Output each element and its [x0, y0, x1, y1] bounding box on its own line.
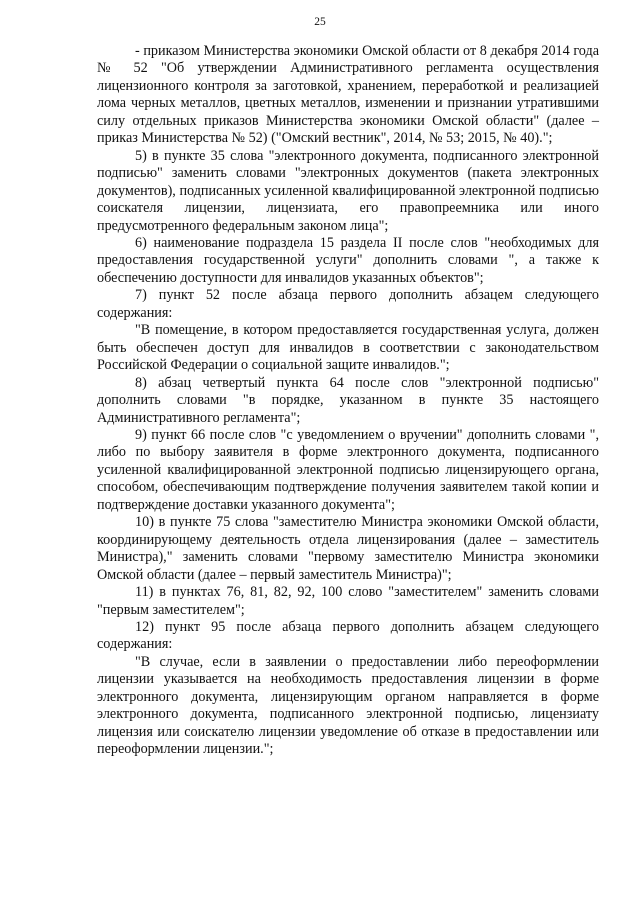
document-body [97, 43, 599, 759]
page-number: 25 [314, 16, 326, 28]
paragraph-item-5: 5) в пункте 35 слова "электронного документа, подписанного электронной подписью" заменить словами "электронных документов (пакета электронных документов), подписанных усиленной квалифицированной электронной подписью соискателя лицензии, лицензиата, его правопреемника или иного предусмотренного федеральным законом лица"; [97, 147, 599, 234]
paragraph-item-11: 11) в пунктах 76, 81, 82, 92, 100 слово "заместителем" заменить словами "первым заместителем"; [97, 584, 599, 618]
paragraph-item-7-quote: "В помещение, в котором предоставляется государственная услуга, должен быть обеспечен доступ для инвалидов в соответствии с законодательством Российской Федерации о социальной защите инвалидов."; [97, 322, 599, 374]
paragraph-item-12: 12) пункт 95 после абзаца первого дополнить абзацем следующего содержания: [97, 618, 599, 653]
paragraph-order-52: - приказом Министерства экономики Омской области от 8 декабря 2014 года № 52 "Об утверждении Административного регламента осуществления лицензионного контроля за заготовкой, хранением, переработкой и реализацией лома черных металлов, цветных металлов, изменении и признании утратившими силу отдельных приказов Министерства экономики Омской области" (далее – приказ Министерства № 52) ("Омский вестник", 2014, № 53; 2015, № 40)."; [97, 43, 599, 147]
paragraph-item-8: 8) абзац четвертый пункта 64 после слов "электронной подписью" дополнить словами "в порядке, указанном в пункте 35 настоящего Административного регламента"; [97, 374, 599, 426]
paragraph-item-7: 7) пункт 52 после абзаца первого дополнить абзацем следующего содержания: [97, 287, 599, 321]
paragraph-item-6: 6) наименование подраздела 15 раздела II после слов "необходимых для предоставления государственной услуги" дополнить словами ", а также к обеспечению доступности для инвалидов указанных объектов"; [97, 234, 599, 286]
paragraph-item-9: 9) пункт 66 после слов "с уведомлением о вручении" дополнить словами ", либо по выбору заявителя в форме электронного документа, подписанного усиленной квалифицированной электронной подписью лицензирующего органа, способом, обеспечивающим подтверждение получения заявителем такой копии и подтверждение доставки указанного документа"; [97, 426, 599, 513]
paragraph-item-12-quote: "В случае, если в заявлении о предоставлении либо переоформлении лицензии указывается на необходимость предоставления лицензии в форме электронного документа, лицензирующим органом направляется в форме электронного документа, подписанного электронной подписью, лицензиату лицензия или соискателю лицензии уведомление об отказе в предоставлении или переоформлении лицензии."; [97, 653, 599, 758]
paragraph-item-10: 10) в пункте 75 слова "заместителю Министра экономики Омской области, координирующему деятельность отдела лицензирования (далее – заместитель Министра)," заменить словами "первому заместителю Министра экономики Омской области (далее – первый заместитель Министра)"; [97, 514, 599, 583]
